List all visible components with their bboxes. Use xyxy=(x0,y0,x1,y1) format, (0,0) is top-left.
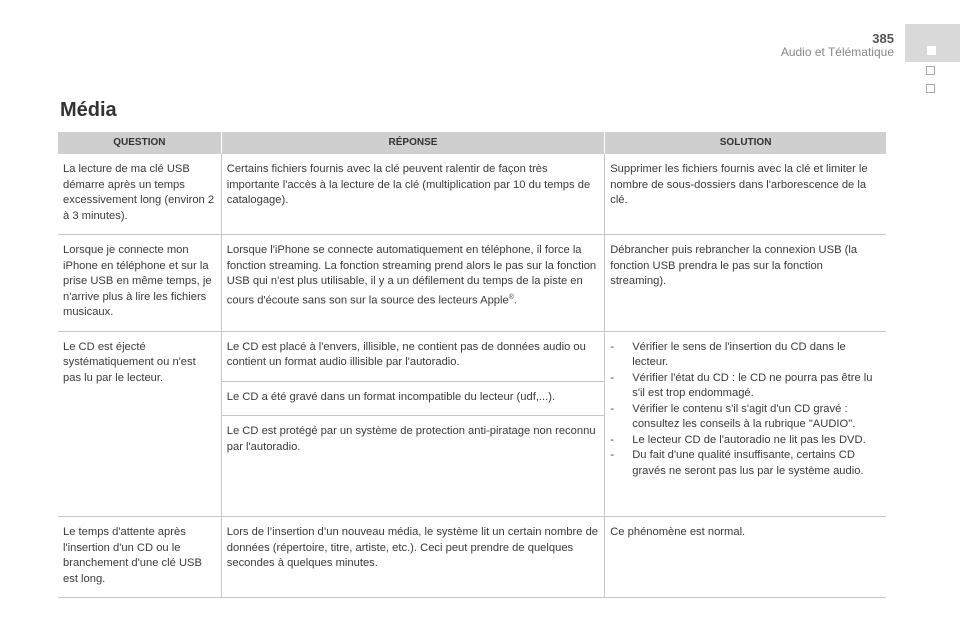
question-cell: Le CD est éjecté systématiquement ou n'est pas lu par le lecteur. xyxy=(58,331,221,517)
answer-cell: Le CD est placé à l'envers, illisible, ne contient pas de données audio ou contient un format audio illisible par l'autoradio. xyxy=(221,331,604,381)
section-title: Audio et Télématique xyxy=(780,45,894,59)
page-title: Média xyxy=(60,99,117,121)
bullet: - xyxy=(610,371,614,384)
bullet: - xyxy=(610,433,614,446)
solution-cell xyxy=(605,331,886,517)
list-item xyxy=(610,402,881,433)
list-item xyxy=(610,340,881,371)
list-item-text: Vérifier le contenu s'il s'agit d'un CD gravé : consultez les conseils à la rubrique "AUDIO". xyxy=(632,402,856,430)
solution-cell: Ce phénomène est normal. xyxy=(605,517,886,598)
list-item-text: Vérifier l'état du CD : le CD ne pourra pas être lu s'il est trop endommagé. xyxy=(632,371,873,399)
header-answer: RÉPONSE xyxy=(221,132,604,154)
list-item xyxy=(610,371,881,402)
solution-list xyxy=(610,340,881,480)
list-item-text: Du fait d'une qualité insuffisante, certains CD gravés ne seront pas lus par le système audio. xyxy=(632,449,864,477)
chapter-marker-empty xyxy=(926,66,935,75)
solution-cell: Débrancher puis rebrancher la connexion USB (la fonction USB prendra le pas sur la fonction streaming). xyxy=(605,235,886,332)
answer-cell: Lors de l’insertion d’un nouveau média, le système lit un certain nombre de données (répertoire, titre, artiste, etc.). Ceci peut prendre de quelques secondes à quelques minutes. xyxy=(221,517,604,598)
table-row xyxy=(58,517,886,598)
bullet: - xyxy=(610,340,614,353)
question-cell: La lecture de ma clé USB démarre après un temps excessivement long (environ 2 à 3 minutes). xyxy=(58,154,221,235)
list-item xyxy=(610,448,881,479)
answer-cell: Le CD a été gravé dans un format incompatible du lecteur (udf,...). xyxy=(221,381,604,416)
chapter-marker-empty xyxy=(926,84,935,93)
answer-cell: Le CD est protégé par un système de protection anti-piratage non reconnu par l'autoradio. xyxy=(221,416,604,517)
list-item xyxy=(610,433,881,449)
chapter-marker-filled xyxy=(927,46,936,55)
answer-cell xyxy=(221,235,604,332)
table-header-row xyxy=(58,132,886,154)
question-cell: Lorsque je connecte mon iPhone en téléphone et sur la prise USB en même temps, je n'arrive plus à lire les fichiers musicaux. xyxy=(58,235,221,332)
solution-cell: Supprimer les fichiers fournis avec la clé et limiter le nombre de sous-dossiers dans l'arborescence de la clé. xyxy=(605,154,886,235)
answer-text-end: . xyxy=(513,294,518,307)
answer-text: Lorsque l'iPhone se connecte automatiquement en téléphone, il force la fonction streaming. La fonction streaming prend alors le pas sur la fonction USB qui n'est plus utilisable, il y a un défilement du temps de la piste en cours d'écoute sans son sur la source des lecteurs Apple xyxy=(226,244,597,307)
list-item-text: Le lecteur CD de l'autoradio ne lit pas les DVD. xyxy=(632,433,866,446)
table-row xyxy=(58,331,886,381)
list-item-text: Vérifier le sens de l'insertion du CD dans le lecteur. xyxy=(632,340,846,368)
table-row xyxy=(58,235,886,332)
registered-mark: ® xyxy=(508,293,514,301)
bullet: - xyxy=(610,449,614,461)
bullet: - xyxy=(610,402,614,415)
answer-cell: Certains fichiers fournis avec la clé peuvent ralentir de façon très importante l'accès à la lecture de la clé (multiplication par 10 du temps de catalogage). xyxy=(221,154,604,235)
header-question: QUESTION xyxy=(58,132,221,154)
troubleshooting-table xyxy=(58,132,886,598)
table-row xyxy=(58,154,886,235)
question-cell: Le temps d'attente après l'insertion d'un CD ou le branchement d'une clé USB est long. xyxy=(58,517,221,598)
chapter-tab xyxy=(905,24,960,62)
page-number: 385 xyxy=(872,31,894,46)
header-solution: SOLUTION xyxy=(605,132,886,154)
